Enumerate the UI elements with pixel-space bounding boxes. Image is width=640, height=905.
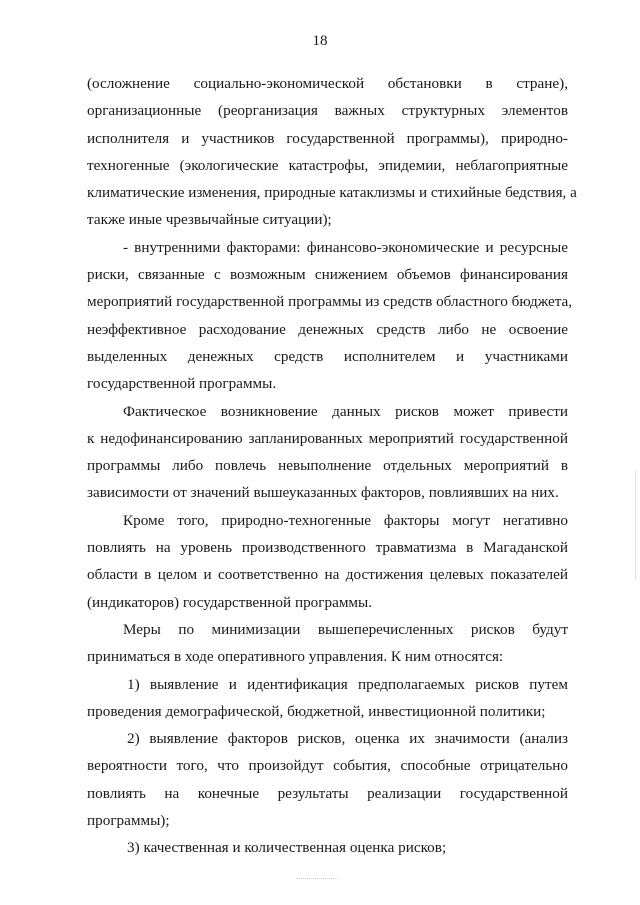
scan-edge-artifact <box>635 470 636 580</box>
text-line: неэффективное расходование денежных средств либо не освоение <box>87 320 568 338</box>
text-line: исполнителя и участников государственной программы), природно- <box>87 129 568 147</box>
text-line: программы либо повлечь невыполнение отдельных мероприятий в <box>87 457 568 475</box>
text-line: мероприятий государственной программы из средств областного бюджета, <box>87 293 573 311</box>
text-line: Фактическое возникновение данных рисков может привести <box>123 402 568 420</box>
page-number: 18 <box>312 33 328 49</box>
text-line: (индикаторов) государственной программы. <box>87 593 373 611</box>
text-line: климатические изменения, природные катаклизмы и стихийные бедствия, а <box>87 184 577 202</box>
scan-artifact <box>296 868 338 879</box>
text-line: к недофинансированию запланированных мероприятий государственной <box>87 429 568 447</box>
text-line: - внутренними факторами: финансово-экономические и ресурсные <box>123 238 568 256</box>
text-line: Кроме того, природно-техногенные факторы могут негативно <box>123 511 568 529</box>
text-line: повлиять на конечные результаты реализации государственной <box>87 784 568 802</box>
text-line: также иные чрезвычайные ситуации); <box>87 211 332 229</box>
text-line: 3) качественная и количественная оценка рисков; <box>127 839 447 857</box>
text-line: 1) выявление и идентификация предполагаемых рисков путем <box>127 675 568 693</box>
text-line: проведения демографической, бюджетной, инвестиционной политики; <box>87 702 546 720</box>
text-line: риски, связанные с возможным снижением объемов финансирования <box>87 266 568 284</box>
text-line: (осложнение социально-экономической обстановки в стране), <box>87 75 568 92</box>
text-line: вероятности того, что произойдут события, способные отрицательно <box>87 757 568 775</box>
text-line: государственной программы. <box>87 375 277 393</box>
text-line: организационные (реорганизация важных структурных элементов <box>87 102 568 120</box>
text-line: 2) выявление факторов рисков, оценка их значимости (анализ <box>127 730 568 748</box>
text-line: зависимости от значений вышеуказанных факторов, повлиявших на них. <box>87 484 559 502</box>
document-body <box>87 70 577 862</box>
text-line: техногенные (экологические катастрофы, эпидемии, неблагоприятные <box>87 156 568 174</box>
text-line: программы); <box>87 812 170 830</box>
text-line: приниматься в ходе оперативного управления. К ним относятся: <box>87 648 504 666</box>
text-line: выделенных денежных средств исполнителем и участниками <box>87 347 568 365</box>
text-line: повлиять на уровень производственного травматизма в Магаданской <box>87 539 568 557</box>
text-line: области в целом и соответственно на достижения целевых показателей <box>87 566 568 584</box>
text-line: Меры по минимизации вышеперечисленных рисков будут <box>123 620 568 638</box>
